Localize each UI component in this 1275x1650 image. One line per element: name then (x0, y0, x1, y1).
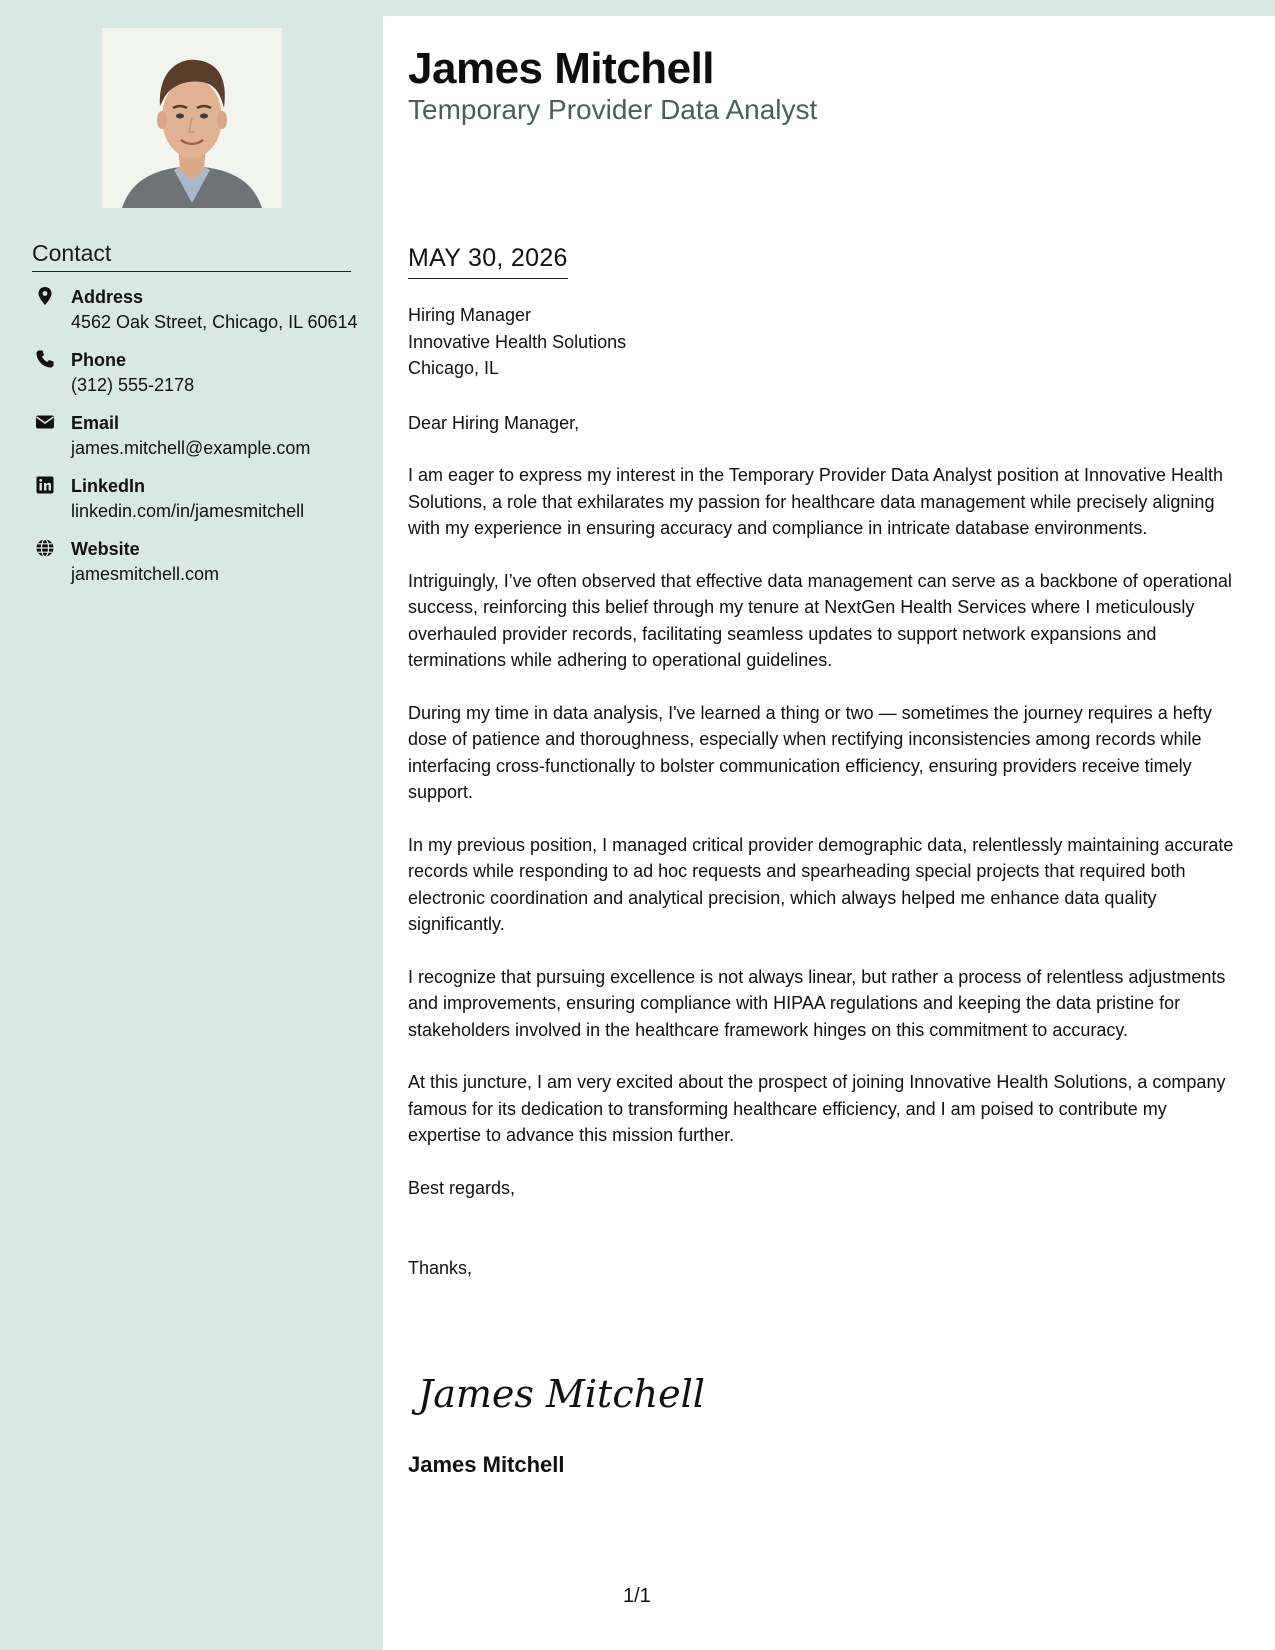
applicant-job-title: Temporary Provider Data Analyst (408, 94, 818, 125)
contact-phone (32, 348, 362, 398)
website-value: jamesmitchell.com (71, 564, 220, 584)
address-label: Address (71, 287, 144, 307)
email-value: james.mitchell@example.com (71, 438, 311, 458)
contact-email (32, 411, 362, 461)
person-photo-icon (102, 28, 282, 208)
recipient-line: Chicago, IL (408, 358, 500, 378)
envelope-icon (35, 412, 55, 432)
closing-thanks: Thanks, (408, 1258, 473, 1278)
recipient-block (408, 302, 1243, 382)
phone-label: Phone (71, 350, 127, 370)
letter-body (408, 302, 1243, 1308)
paragraph: At this juncture, I am very excited about the prospect of joining Innovative Health Solutions, a company famous for its dedication to transforming healthcare efficiency, and I am poised to contribute my expertise to advance this mission further. (408, 1072, 1226, 1145)
linkedin-icon (35, 475, 55, 495)
page-number: 1/1 (623, 1585, 651, 1607)
sidebar (0, 0, 383, 1650)
email-label: Email (71, 413, 120, 433)
letter-page (383, 16, 1275, 1650)
paragraph: Intriguingly, I’ve often observed that effective data management can serve as a backbone of operational success, reinforcing this belief through my tenure at NextGen Health Services where I meticulously overhauled provider records, facilitating seamless updates to support network expansions and terminations while adhering to operational guidelines. (408, 570, 1232, 670)
phone-value: (312) 555-2178 (71, 375, 195, 395)
paragraph: In my previous position, I managed critical provider demographic data, relentlessly maintaining accurate records while responding to ad hoc requests and spearheading special projects that required both electronic coordination and analytical precision, which always helped me enhance data quality significantly. (408, 834, 1234, 934)
linkedin-value: linkedin.com/in/jamesmitchell (71, 501, 305, 521)
phone-icon (35, 349, 55, 369)
contact-list (32, 285, 362, 600)
signer-name: James Mitchell (408, 1452, 565, 1477)
contact-address (32, 285, 362, 335)
letter-date: MAY 30, 2026 (408, 244, 568, 279)
recipient-line: Innovative Health Solutions (408, 331, 627, 352)
map-pin-icon (35, 286, 55, 306)
contact-website (32, 537, 362, 587)
contact-heading: Contact (32, 240, 351, 272)
linkedin-label: LinkedIn (71, 476, 146, 496)
paragraph: During my time in data analysis, I've learned a thing or two — sometimes the journey requires a hefty dose of patience and thoroughness, especially when rectifying inconsistencies among records while interfacing cross-functionally to bolster communication efficiency, ensuring providers receive timely support. (408, 702, 1212, 802)
website-label: Website (71, 539, 140, 559)
avatar (102, 28, 282, 208)
paragraph: I am eager to express my interest in the Temporary Provider Data Analyst position at Innovative Health Solutions, a role that exhilarates my passion for healthcare data management while precisely aligning with my experience in ensuring accuracy and compliance in intricate database environments. (408, 465, 1224, 538)
signature-text: James Mitchell (418, 1372, 705, 1416)
applicant-name: James Mitchell (408, 44, 715, 93)
recipient-line: Hiring Manager (408, 305, 532, 325)
paragraph: I recognize that pursuing excellence is not always linear, but rather a process of relentless adjustments and improvements, ensuring compliance with HIPAA regulations and keeping the data pristine for stakeholders involved in the healthcare framework hinges on this commitment to accuracy. (408, 966, 1226, 1040)
address-value: 4562 Oak Street, Chicago, IL 60614 (71, 312, 358, 332)
contact-linkedin (32, 474, 362, 524)
closing: Best regards, (408, 1177, 516, 1198)
globe-icon (35, 538, 55, 558)
signature (413, 1362, 705, 1422)
salutation: Dear Hiring Manager, (408, 412, 580, 433)
